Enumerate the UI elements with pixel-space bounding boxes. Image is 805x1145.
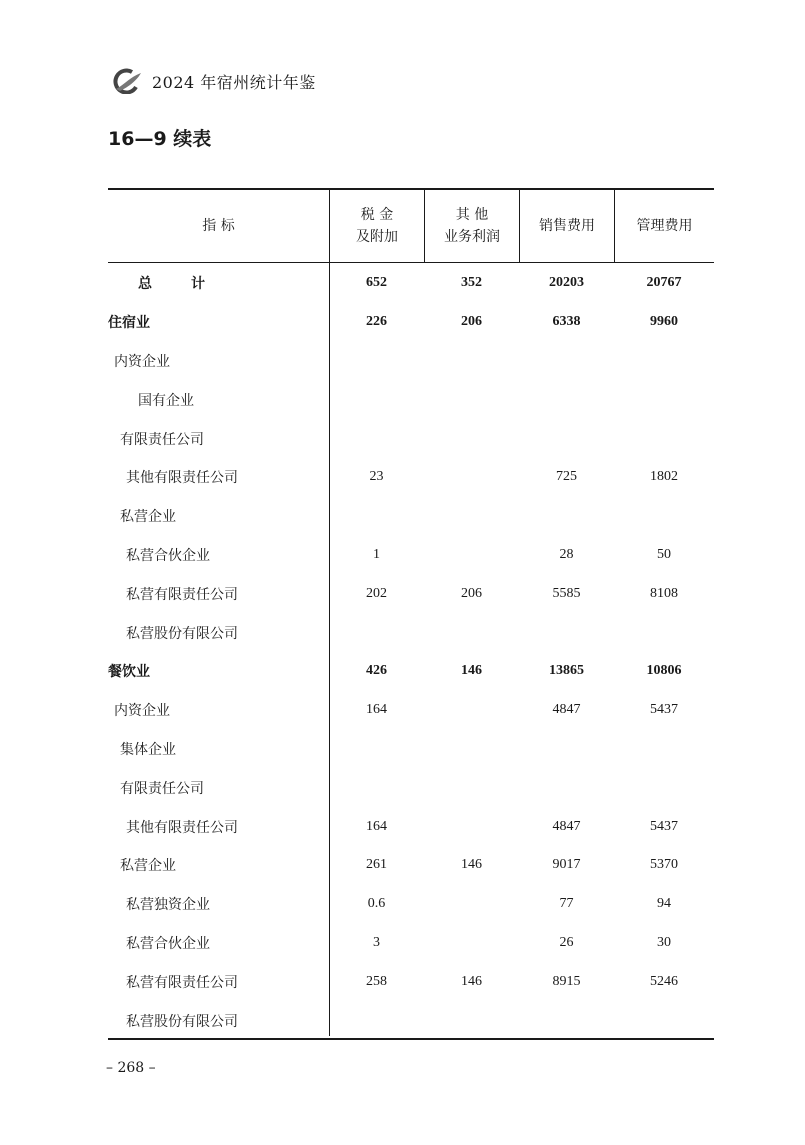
row-value: 0.6 — [367, 896, 386, 912]
row-value: 5437 — [650, 818, 678, 834]
row-value: 261 — [366, 857, 387, 873]
row-value: 652 — [366, 275, 387, 291]
row-label: 私营股份有限公司 — [126, 1013, 238, 1030]
row-label: 总 计 — [138, 276, 205, 293]
data-table — [108, 188, 714, 1040]
row-label: 私营有限责任公司 — [126, 974, 238, 991]
column-header-sales-expense: 销售费用 — [519, 190, 614, 262]
row-label: 私营独资企业 — [126, 897, 210, 914]
row-value: 5585 — [552, 585, 581, 601]
row-value: 146 — [461, 857, 482, 873]
row-value: 258 — [366, 973, 387, 989]
column-header-indicator: 指 标 — [202, 218, 235, 234]
column-header-other-profit: 其 他 业务利润 — [424, 190, 519, 262]
table-row — [108, 730, 714, 769]
table-row — [108, 807, 714, 846]
table-row — [108, 768, 714, 807]
row-label: 私营企业 — [120, 858, 176, 875]
row-value: 9017 — [552, 857, 581, 873]
table-row — [108, 458, 714, 497]
row-label: 餐饮业 — [108, 664, 150, 681]
table-row — [108, 264, 714, 303]
row-label: 内资企业 — [114, 353, 170, 370]
table-row — [108, 613, 714, 652]
row-value: 146 — [461, 973, 482, 989]
table-row — [108, 342, 714, 381]
row-value: 1 — [373, 546, 380, 562]
row-value: 4847 — [552, 702, 581, 718]
table-row — [108, 380, 714, 419]
table-row — [108, 691, 714, 730]
row-value: 146 — [461, 663, 482, 679]
row-value: 206 — [461, 314, 482, 330]
row-label: 私营有限责任公司 — [126, 586, 238, 603]
column-header-tax: 税 金 及附加 — [329, 190, 424, 262]
row-label: 私营企业 — [120, 509, 176, 526]
yearbook-logo-icon — [108, 68, 144, 94]
row-value: 8108 — [650, 585, 678, 601]
row-value: 28 — [559, 546, 574, 562]
row-label: 私营合伙企业 — [126, 935, 210, 952]
page-header — [108, 66, 316, 96]
table-row — [108, 885, 714, 924]
table-row — [108, 846, 714, 885]
row-value: 23 — [369, 469, 384, 485]
table-row — [108, 419, 714, 458]
row-value: 725 — [556, 469, 577, 485]
row-value: 164 — [366, 702, 387, 718]
row-value: 1802 — [650, 469, 678, 485]
table-row — [108, 536, 714, 575]
row-value: 6338 — [552, 314, 581, 330]
table-header — [108, 190, 714, 263]
row-value: 94 — [657, 896, 671, 912]
table-row — [108, 652, 714, 691]
row-label: 内资企业 — [114, 703, 170, 720]
row-value: 352 — [461, 275, 482, 291]
table-row — [108, 962, 714, 1001]
row-value: 10806 — [646, 663, 682, 679]
row-value: 26 — [559, 934, 574, 950]
row-label: 有限责任公司 — [120, 431, 204, 448]
page-number: – 268 – — [106, 1060, 156, 1076]
row-value: 30 — [657, 934, 671, 950]
table-row — [108, 574, 714, 613]
row-value: 3 — [373, 934, 380, 950]
row-value: 202 — [366, 585, 387, 601]
row-value: 226 — [366, 314, 387, 330]
row-label: 其他有限责任公司 — [126, 470, 238, 487]
row-value: 20767 — [646, 275, 682, 291]
row-value: 4847 — [552, 818, 581, 834]
table-row — [108, 303, 714, 342]
row-value: 13865 — [549, 663, 584, 679]
row-value: 5370 — [650, 857, 678, 873]
table-row — [108, 1001, 714, 1040]
table-body — [108, 264, 714, 1040]
row-label: 私营股份有限公司 — [126, 625, 238, 642]
table-row — [108, 924, 714, 963]
row-label: 私营合伙企业 — [126, 547, 210, 564]
table-title: 16—9 续表 — [108, 128, 212, 150]
row-value: 77 — [559, 896, 574, 912]
table-row — [108, 497, 714, 536]
row-value: 9960 — [650, 314, 678, 330]
row-value: 164 — [366, 818, 387, 834]
row-label: 有限责任公司 — [120, 780, 204, 797]
row-label: 住宿业 — [108, 315, 150, 332]
row-label: 国有企业 — [138, 392, 194, 409]
row-value: 426 — [366, 663, 387, 679]
yearbook-title: 2024 年宿州统计年鉴 — [152, 72, 316, 92]
row-value: 50 — [657, 546, 671, 562]
row-value: 5246 — [650, 973, 678, 989]
row-value: 5437 — [650, 702, 678, 718]
row-value: 8915 — [552, 973, 581, 989]
row-label: 其他有限责任公司 — [126, 819, 238, 836]
row-value: 20203 — [549, 275, 584, 291]
column-header-admin-expense: 管理费用 — [614, 190, 714, 262]
row-label: 集体企业 — [120, 741, 176, 758]
row-value: 206 — [461, 585, 482, 601]
